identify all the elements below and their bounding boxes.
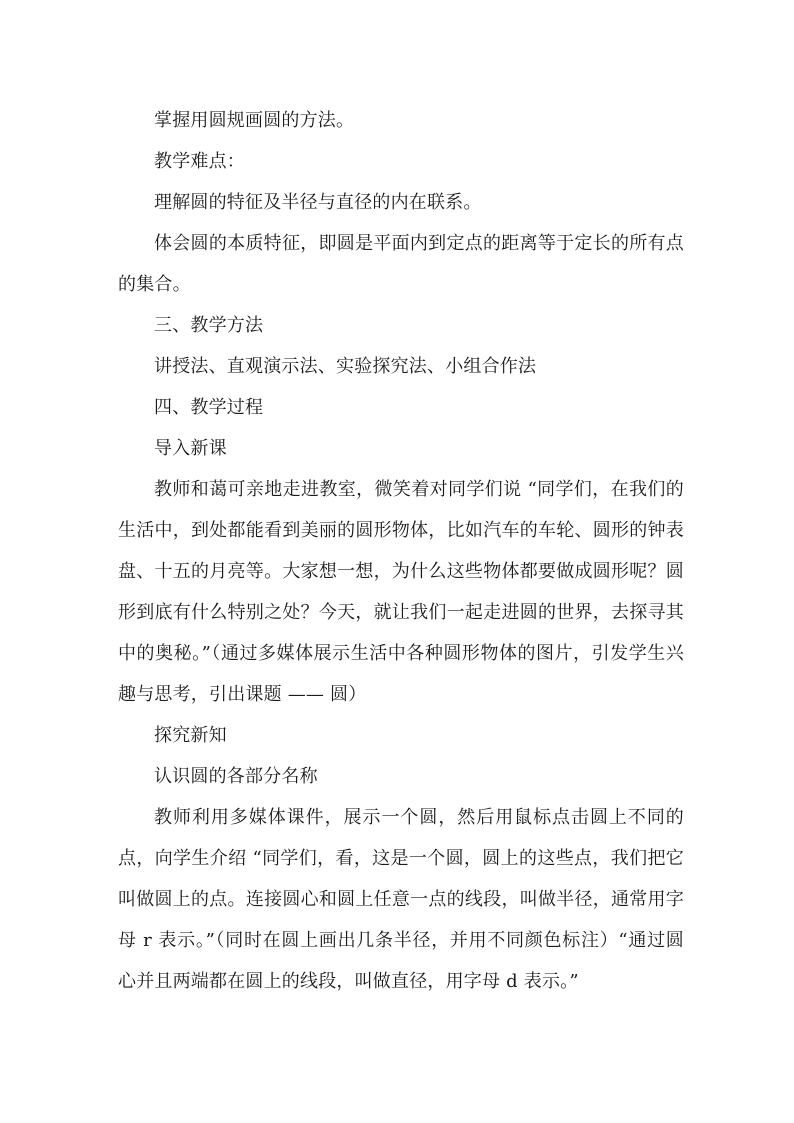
paragraph: 教师和蔼可亲地走进教室，微笑着对同学们说 “同学们，在我们的生活中，到处都能看到美丽的圆形物体，比如汽车的车轮、圆形的钟表盘、十五的月亮等。大家想一想，为什么这些物体都要做成圆形呢？圆形到底有什么特别之处？今天，就让我们一起走进圆的世界，去探寻其中的奥秘。”（通过多媒体展示生活中各种圆形物体的图片，引发学生兴趣与思考，引出课题 —— 圆） — [118, 479, 684, 705]
paragraph: 教学难点： — [154, 151, 245, 172]
paragraph: 教师利用多媒体课件，展示一个圆，然后用鼠标点击圆上不同的点，向学生介绍 “同学们，看，这是一个圆，圆上的这些点，我们把它叫做圆上的点。连接圆心和圆上任意一点的线段，叫做半径，通常用字母 r 表示。”（同时在圆上画出几条半径，并用不同颜色标注）“通过圆心并且两端都在圆上的线段，叫做直径，用字母 d 表示。” — [118, 807, 684, 992]
subheading: 认识圆的各部分名称 — [154, 766, 318, 787]
subheading: 导入新课 — [154, 438, 227, 459]
section-heading: 三、教学方法 — [154, 315, 264, 336]
paragraph: 掌握用圆规画圆的方法。 — [154, 110, 355, 131]
subheading: 探究新知 — [154, 725, 227, 746]
paragraph: 理解圆的特征及半径与直径的内在联系。 — [154, 192, 482, 213]
paragraph: 讲授法、直观演示法、实验探究法、小组合作法 — [154, 356, 537, 377]
document-body — [118, 100, 684, 1002]
paragraph: 体会圆的本质特征，即圆是平面内到定点的距离等于定长的所有点的集合。 — [118, 233, 684, 295]
section-heading: 四、教学过程 — [154, 397, 264, 418]
